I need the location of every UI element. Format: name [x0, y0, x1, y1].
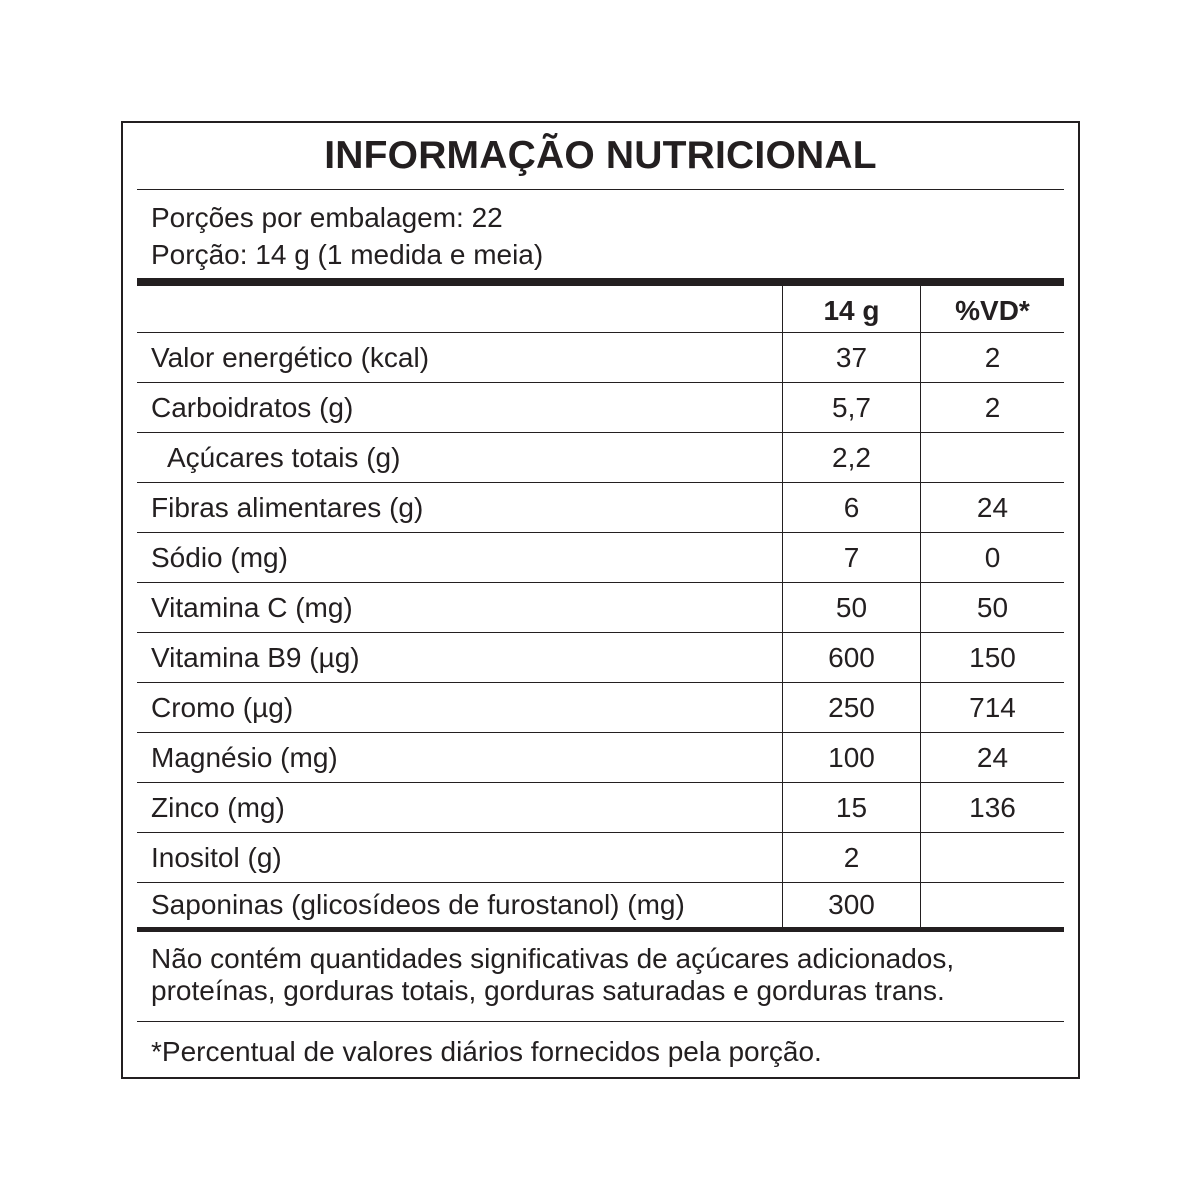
servings-per-package: Porções por embalagem: 22 [151, 202, 503, 233]
nutrient-vd [921, 433, 1064, 482]
table-row [137, 633, 1064, 683]
table-row [137, 383, 1064, 433]
header-qty: 14 g [783, 286, 921, 332]
nutrient-vd: 2 [984, 391, 1001, 423]
portion-size: Porção: 14 g (1 medida e meia) [151, 239, 544, 270]
nutrient-qty: 15 [783, 783, 921, 832]
nutrient-qty: 50 [783, 583, 921, 632]
table-row [137, 483, 1064, 533]
nutrient-vd: 714 [969, 691, 1016, 723]
nutrient-name: Açúcares totais (g) [137, 433, 783, 482]
nutrient-name: Cromo (µg) [137, 683, 783, 732]
table-row [137, 333, 1064, 383]
nutrient-name: Fibras alimentares (g) [137, 483, 783, 532]
nutrient-name: Zinco (mg) [137, 783, 783, 832]
nutrient-vd [921, 833, 1064, 882]
nutrient-vd: 2 [984, 341, 1001, 373]
nutrient-name: Saponinas (glicosídeos de furostanol) (mg) [137, 883, 783, 927]
table-row [137, 533, 1064, 583]
header-vd: %VD* [955, 295, 1030, 326]
label-title: INFORMAÇÃO NUTRICIONAL [137, 123, 1064, 190]
table-row [137, 783, 1064, 833]
nutrient-name: Magnésio (mg) [137, 733, 783, 782]
nutrient-qty: 300 [783, 883, 921, 927]
nutrient-name: Carboidratos (g) [137, 383, 783, 432]
nutrient-vd [921, 883, 1064, 927]
table-row [137, 833, 1064, 883]
nutrient-name: Inositol (g) [137, 833, 783, 882]
header-name-cell [137, 286, 783, 332]
table-row [137, 683, 1064, 733]
nutrient-vd: 24 [976, 491, 1009, 523]
nutrient-vd: 150 [969, 641, 1016, 673]
nutrient-qty: 100 [783, 733, 921, 782]
nutrient-name: Vitamina B9 (µg) [137, 633, 783, 682]
not-significant-line-1: Não contém quantidades significativas de açúcares adicionados, [151, 943, 955, 974]
nutrient-qty: 2 [783, 833, 921, 882]
not-significant-line-2: proteínas, gorduras totais, gorduras saturadas e gorduras trans. [151, 975, 945, 1006]
nutrient-table [137, 286, 1064, 927]
nutrition-facts-label [121, 121, 1080, 1079]
table-row [137, 583, 1064, 633]
nutrient-name: Sódio (mg) [137, 533, 783, 582]
thick-divider [137, 927, 1064, 932]
nutrient-name: Valor energético (kcal) [137, 333, 783, 382]
nutrient-vd: 0 [984, 541, 1001, 573]
thin-divider [137, 1021, 1064, 1022]
nutrient-qty: 250 [783, 683, 921, 732]
nutrient-qty: 600 [783, 633, 921, 682]
nutrient-vd: 24 [976, 741, 1009, 773]
nutrient-qty: 5,7 [783, 383, 921, 432]
not-significant-note [151, 943, 954, 1007]
serving-info [151, 199, 543, 273]
nutrient-qty: 37 [783, 333, 921, 382]
thick-divider [137, 278, 1064, 286]
daily-value-note: *Percentual de valores diários fornecidos pela porção. [151, 1036, 822, 1067]
nutrient-qty: 7 [783, 533, 921, 582]
nutrient-name: Vitamina C (mg) [137, 583, 783, 632]
nutrient-vd: 50 [976, 591, 1009, 623]
nutrient-qty: 6 [783, 483, 921, 532]
nutrient-qty: 2,2 [783, 433, 921, 482]
nutrient-vd: 136 [969, 791, 1016, 823]
table-header-row [137, 286, 1064, 333]
table-row [137, 433, 1064, 483]
table-row [137, 883, 1064, 927]
table-row [137, 733, 1064, 783]
